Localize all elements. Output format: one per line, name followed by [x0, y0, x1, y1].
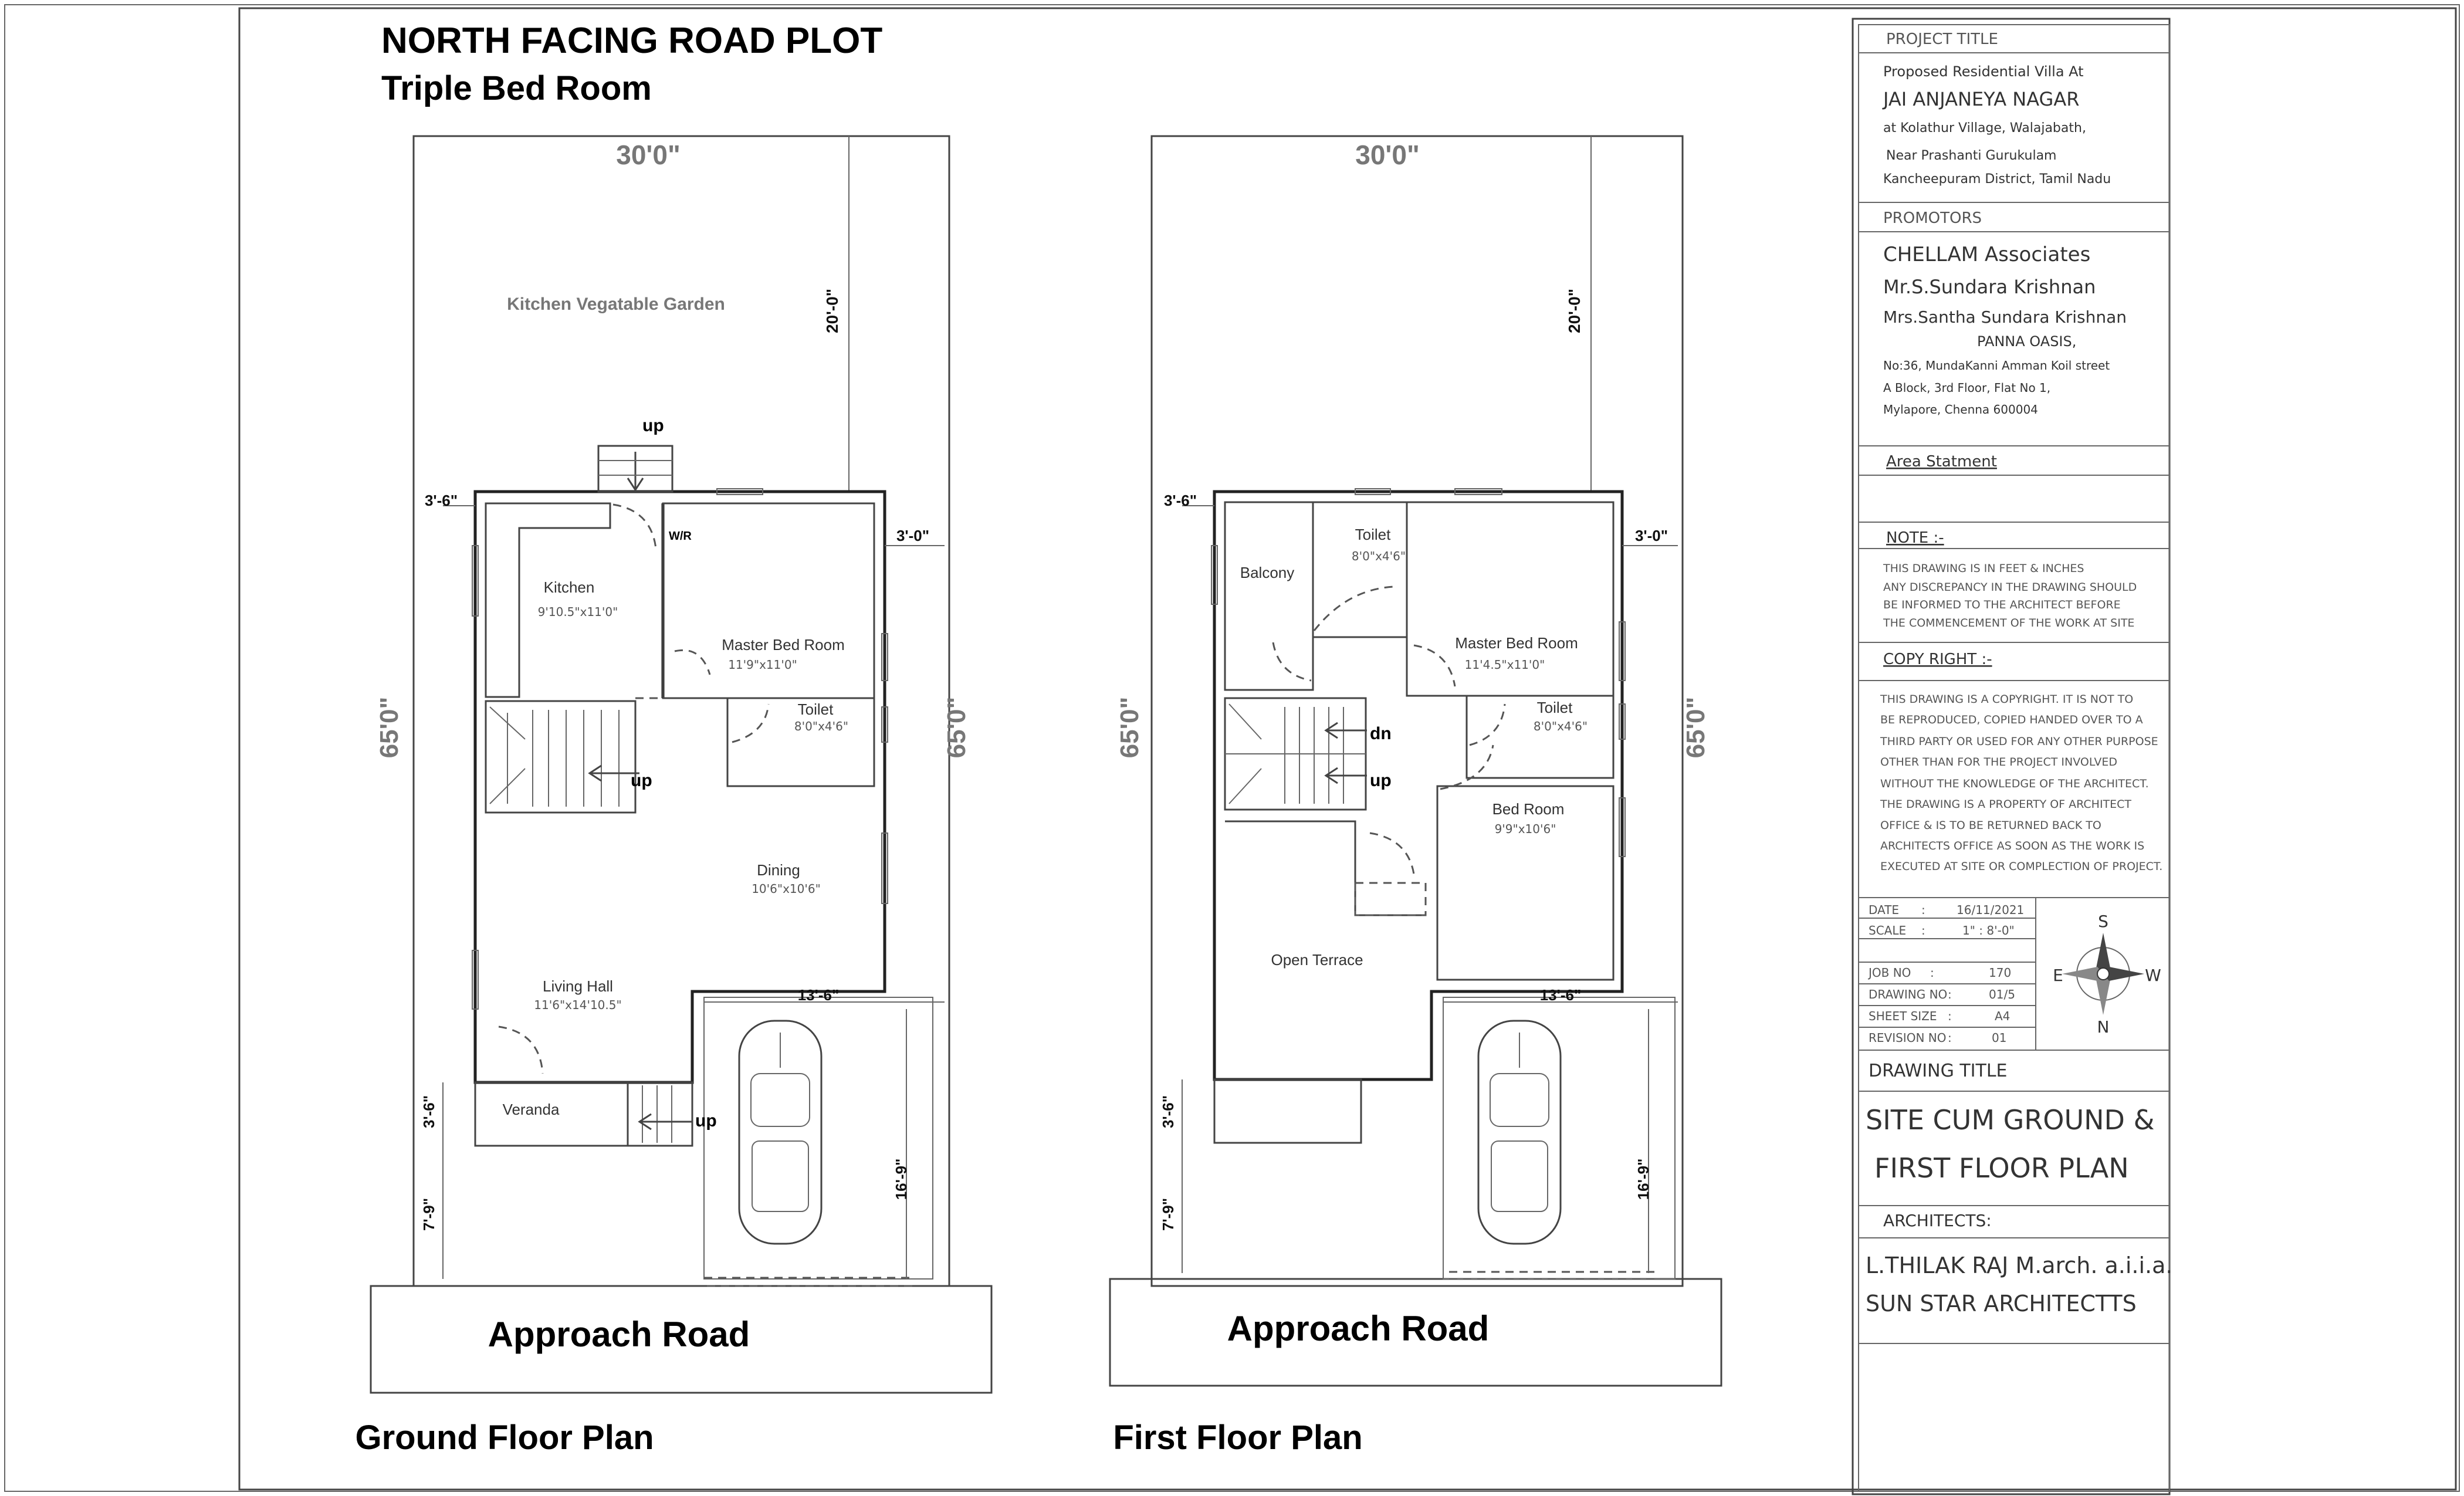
copyright-line: WITHOUT THE KNOWLEDGE OF THE ARCHITECT.: [1880, 777, 2149, 790]
drawing-title-line: FIRST FLOOR PLAN: [1874, 1152, 2129, 1184]
room-name: Living Hall: [543, 977, 613, 995]
door-swing: [1414, 645, 1455, 686]
plot-width-dim: 30'0": [1355, 140, 1420, 170]
depth-dim-right: 65'0": [942, 696, 971, 759]
copyright-line: THIRD PARTY OR USED FOR ANY OTHER PURPOSE: [1880, 735, 2158, 748]
compass-w: W: [2145, 966, 2161, 985]
room-size: 10'6"x10'6": [752, 882, 821, 896]
front-step-arrow: [639, 1114, 692, 1129]
copyright-line: OTHER THAN FOR THE PROJECT INVOLVED: [1880, 756, 2118, 769]
right-setback-dim: 3'-0": [1634, 527, 1668, 544]
car-icon: [739, 1021, 821, 1244]
depth-dim-left: 65'0": [375, 696, 404, 759]
lobby-outline: [1355, 883, 1426, 915]
info-value: 16/11/2021: [1957, 903, 2025, 917]
parking-width-dim: 13'-6": [797, 986, 840, 1004]
plan-title: First Floor Plan: [1113, 1419, 1363, 1457]
note-line: THIS DRAWING IS IN FEET & INCHES: [1883, 562, 2084, 575]
room-name: Balcony: [1240, 564, 1295, 581]
info-value: A4: [1995, 1009, 2011, 1023]
promotor-line: Mr.S.Sundara Krishnan: [1883, 276, 2096, 298]
note-line: BE INFORMED TO THE ARCHITECT BEFORE: [1883, 598, 2121, 611]
room-name: Master Bed Room: [722, 636, 845, 654]
promotor-line: A Block, 3rd Floor, Flat No 1,: [1883, 381, 2051, 395]
architect-line: SUN STAR ARCHITECTTS: [1866, 1291, 2137, 1316]
title-block: [1853, 19, 2173, 1494]
room-name: Master Bed Room: [1455, 634, 1578, 652]
project-line: Kancheepuram District, Tamil Nadu: [1883, 172, 2111, 187]
info-label: DRAWING NO: [1869, 987, 1948, 1001]
room-name: Kitchen: [543, 578, 595, 596]
promotors-label: PROMOTORS: [1883, 209, 1982, 227]
car-icon: [1478, 1021, 1561, 1244]
door-swing: [1370, 833, 1414, 874]
project-line: JAI ANJANEYA NAGAR: [1883, 88, 2080, 110]
room-size: 9'10.5"x11'0": [537, 605, 618, 619]
sheet-subtitle: Triple Bed Room: [381, 69, 652, 107]
door-swing: [1314, 587, 1393, 631]
room-size: 11'6"x14'10.5": [534, 998, 622, 1012]
room-name: Toilet: [1536, 699, 1573, 716]
door-swing: [675, 650, 710, 675]
room-name: Veranda: [502, 1101, 560, 1118]
room-size: 9'9"x10'6": [1494, 822, 1556, 836]
front-setback-dim: 7'-9": [420, 1197, 438, 1231]
copyright-line: THE DRAWING IS A PROPERTY OF ARCHITECT: [1880, 798, 2132, 811]
architect-line: L.THILAK RAJ M.arch. a.i.i.a.: [1866, 1253, 2173, 1278]
kitchen-wall: [486, 503, 610, 697]
area-statement-label: Area Statment: [1886, 453, 1997, 471]
info-separator: :: [1930, 966, 1934, 980]
staircase: [486, 701, 635, 813]
garden-label: Kitchen Vegatable Garden: [507, 295, 725, 314]
stair-arrow: [1326, 723, 1367, 738]
door-swing: [732, 704, 769, 742]
project-title-label: PROJECT TITLE: [1886, 31, 1998, 48]
room-size: 11'9"x11'0": [728, 658, 797, 672]
door-swing: [499, 1027, 543, 1074]
stair-label-up: up: [642, 416, 664, 435]
front-steps: [628, 1082, 692, 1146]
stair-arrow: [1326, 768, 1367, 783]
promotor-line: CHELLAM Associates: [1883, 243, 2091, 266]
room-name: Bed Room: [1492, 800, 1565, 818]
compass-n: N: [2097, 1017, 2110, 1037]
info-separator: :: [1948, 1009, 1952, 1023]
copyright-line: THIS DRAWING IS A COPYRIGHT. IT IS NOT TO: [1880, 693, 2134, 706]
room-size: 8'0"x4'6": [1533, 719, 1588, 733]
stair-label-dn: dn: [1370, 724, 1392, 743]
ground-floor-plan: [355, 136, 991, 1457]
info-value: 01: [1992, 1031, 2007, 1045]
drawing-title-line: SITE CUM GROUND &: [1866, 1104, 2155, 1136]
promotor-line: Mylapore, Chenna 600004: [1883, 402, 2038, 417]
veranda-below: [1214, 1079, 1361, 1143]
info-separator: :: [1921, 903, 1925, 917]
depth-dim-left: 65'0": [1115, 696, 1144, 759]
left-setback-dim: 3'-6": [1163, 492, 1197, 509]
wr-label: W/R: [669, 530, 692, 543]
door-swing: [613, 505, 656, 549]
info-value: 170: [1989, 966, 2012, 980]
info-label: SCALE: [1869, 923, 1907, 937]
info-separator: :: [1948, 1031, 1952, 1045]
room-name: Toilet: [797, 700, 834, 718]
door-swing: [1470, 704, 1505, 745]
sheet-title: NORTH FACING ROAD PLOT: [381, 21, 883, 61]
stair-label-up: up: [695, 1111, 717, 1131]
approach-road-label: Approach Road: [1227, 1309, 1490, 1348]
project-line: Proposed Residential Villa At: [1883, 63, 2084, 80]
note-line: ANY DISCREPANCY IN THE DRAWING SHOULD: [1883, 581, 2137, 594]
compass-icon: [2062, 933, 2144, 1015]
approach-road-label: Approach Road: [488, 1315, 750, 1354]
compass-e: E: [2053, 966, 2063, 985]
veranda-depth-dim: 3'-6": [1159, 1095, 1177, 1129]
info-label: DATE: [1869, 903, 1900, 917]
room-name: Open Terrace: [1271, 951, 1363, 969]
veranda-depth-dim: 3'-6": [420, 1095, 438, 1129]
first-floor-plan: [1110, 136, 1721, 1457]
info-value: 01/5: [1989, 987, 2015, 1001]
plan-title: Ground Floor Plan: [355, 1419, 654, 1457]
left-setback-dim: 3'-6": [424, 492, 458, 509]
parking-width-dim: 13'-6": [1539, 986, 1582, 1004]
plot-boundary: [1152, 136, 1683, 1286]
info-label: REVISION NO: [1869, 1031, 1947, 1045]
copyright-label: COPY RIGHT :-: [1883, 651, 1992, 668]
stair-label-up: up: [631, 771, 652, 790]
project-line: Near Prashanti Gurukulam: [1886, 148, 2057, 163]
copyright-line: ARCHITECTS OFFICE AS SOON AS THE WORK IS: [1880, 840, 2145, 852]
balcony-wall: [1225, 502, 1313, 690]
architects-label: ARCHITECTS:: [1883, 1211, 1992, 1230]
copyright-line: BE REPRODUCED, COPIED HANDED OVER TO A: [1880, 713, 2143, 726]
compass-s: S: [2098, 912, 2108, 931]
info-label: SHEET SIZE: [1869, 1009, 1937, 1023]
info-separator: :: [1921, 923, 1925, 937]
copyright-line: EXECUTED AT SITE OR COMPLECTION OF PROJECT.: [1880, 860, 2163, 873]
front-setback-dim: 7'-9": [1159, 1197, 1177, 1231]
info-value: 1" : 8'-0": [1962, 923, 2015, 937]
copyright-line: OFFICE & IS TO BE RETURNED BACK TO: [1880, 819, 2101, 832]
info-label: JOB NO: [1869, 966, 1911, 980]
rear-setback-dim: 20'-0": [823, 289, 841, 333]
note-label: NOTE :-: [1886, 529, 1944, 547]
room-size: 8'0"x4'6": [794, 719, 849, 733]
parking-depth-dim: 16'-9": [892, 1158, 910, 1200]
room-name: Dining: [757, 861, 800, 879]
room-size: 8'0"x4'6": [1351, 549, 1406, 563]
project-line: at Kolathur Village, Walajabath,: [1883, 121, 2086, 136]
info-separator: :: [1948, 987, 1952, 1001]
right-setback-dim: 3'-0": [896, 527, 930, 544]
plot-width-dim: 30'0": [616, 140, 681, 170]
room-name: Toilet: [1355, 526, 1391, 543]
note-line: THE COMMENCEMENT OF THE WORK AT SITE: [1883, 617, 2135, 629]
promotor-line: No:36, MundaKanni Amman Koil street: [1883, 358, 2110, 373]
rear-step-arrow: [628, 452, 643, 490]
promotor-line: PANNA OASIS,: [1977, 333, 2077, 350]
drawing-title-label: DRAWING TITLE: [1869, 1061, 2008, 1081]
depth-dim-right: 65'0": [1681, 696, 1710, 759]
door-swing: [1273, 642, 1311, 681]
rear-setback-dim: 20'-0": [1565, 289, 1583, 333]
terrace-divider: [1225, 821, 1426, 915]
promotor-line: Mrs.Santha Sundara Krishnan: [1883, 307, 2127, 327]
stair-label-up: up: [1370, 771, 1392, 790]
parking-depth-dim: 16'-9": [1634, 1158, 1652, 1200]
room-size: 11'4.5"x11'0": [1464, 658, 1545, 672]
